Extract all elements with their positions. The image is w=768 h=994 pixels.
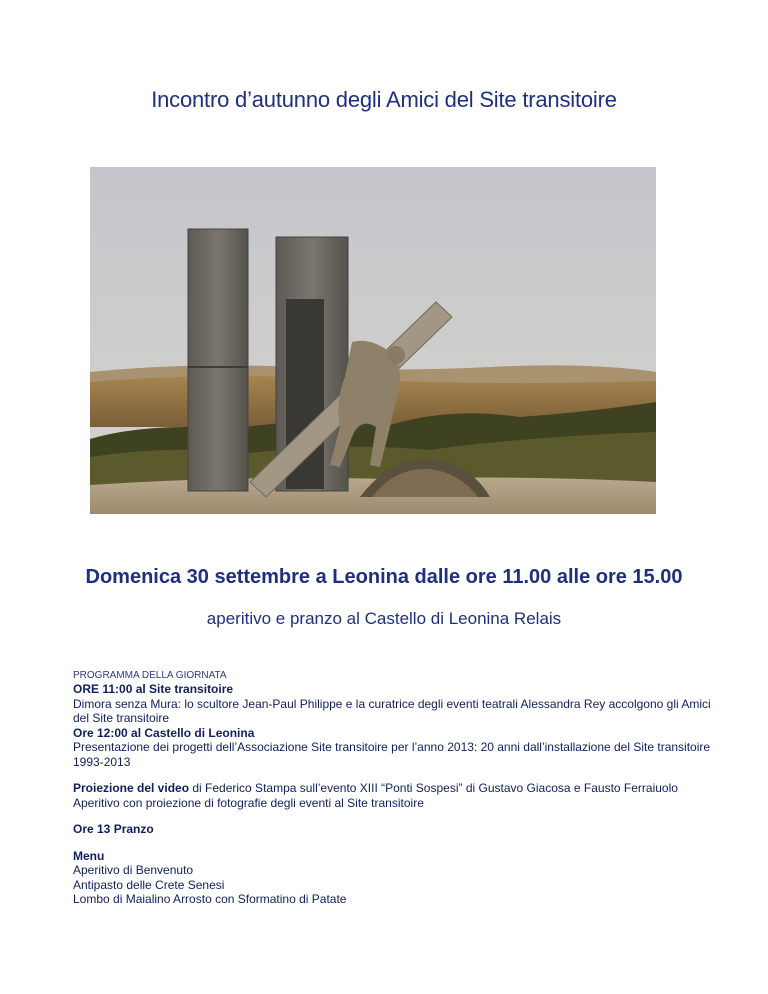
- menu-item: Lombo di Maialino Arrosto con Sformatino di Patate: [73, 892, 347, 906]
- document-title: Incontro d’autunno degli Amici del Site transitoire: [151, 87, 617, 112]
- slot2-time: Ore 12:00 al Castello di Leonina: [73, 725, 255, 740]
- slot2-description: Presentazione dei progetti dell’Associazione Site transitoire per l’anno 2013: 20 anni dall’installazione del Site transitoire 1993-2013: [73, 740, 711, 769]
- video-description: di Federico Stampa sull’evento XIII “Ponti Sospesi” di Gustavo Giacosa e Fausto Ferraiuolo: [189, 781, 678, 795]
- event-date-heading: Domenica 30 settembre a Leonina dalle ore 11.00 alle ore 15.00: [85, 566, 683, 588]
- video-line: [73, 781, 713, 796]
- program-section: [73, 670, 713, 907]
- menu-item: Antipasto delle Crete Senesi: [73, 877, 225, 892]
- menu-heading: Menu: [73, 848, 105, 863]
- sculpture-landscape-image: [90, 167, 656, 514]
- video-label: Proiezione del video: [73, 781, 190, 795]
- program-heading: PROGRAMMA DELLA GIORNATA: [73, 670, 227, 681]
- menu-item: Aperitivo di Benvenuto: [73, 863, 194, 877]
- aperitivo-line: Aperitivo con proiezione di fotografie degli eventi al Site transitoire: [73, 795, 424, 810]
- slot1-description: Dimora senza Mura: lo scultore Jean-Paul Philippe e la curatrice degli eventi teatrali Alessandra Rey accolgono gli Amici del Site transitoire: [73, 696, 711, 725]
- event-subtitle: aperitivo e pranzo al Castello di Leonina Relais: [206, 609, 562, 628]
- slot1-time: ORE 11:00 al Site transitoire: [73, 682, 234, 696]
- lunch-time: Ore 13 Pranzo: [73, 822, 154, 836]
- sculpture-photo: [90, 167, 656, 514]
